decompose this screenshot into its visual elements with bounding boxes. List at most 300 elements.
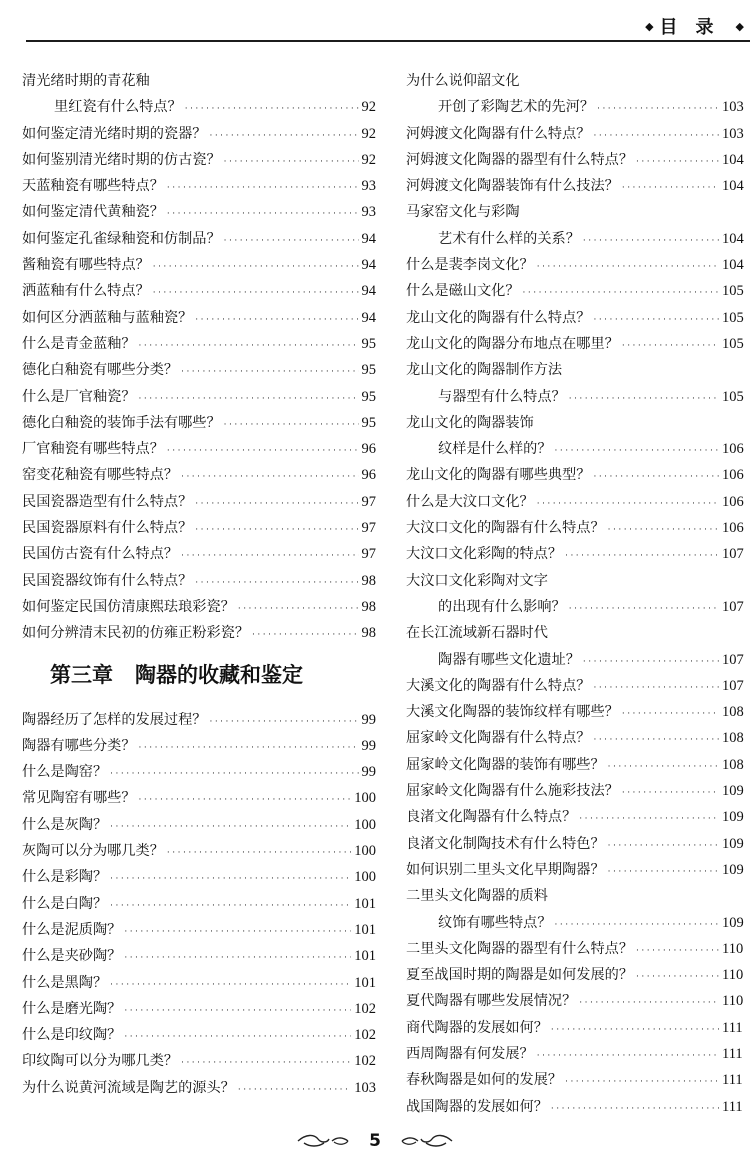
dot-leader xyxy=(139,333,359,359)
toc-entry-title: 纹样是什么样的？ xyxy=(438,441,552,458)
toc-entry-title: 屈家岭文化陶器的装饰有哪些？ xyxy=(406,756,605,773)
toc-entry-page: 97 xyxy=(361,493,376,510)
toc-entry-title: 什么是灰陶？ xyxy=(22,816,108,833)
dot-leader xyxy=(110,893,351,919)
toc-list-previous-chapter xyxy=(22,68,376,647)
dot-leader xyxy=(608,859,719,885)
toc-entry xyxy=(406,936,750,962)
toc-entry xyxy=(22,707,376,733)
toc-entry-page: 111 xyxy=(722,1019,743,1036)
toc-entry-page: 105 xyxy=(722,388,744,405)
toc-entry-title: 印纹陶可以分为哪几类？ xyxy=(22,1053,179,1070)
toc-entry xyxy=(22,1022,376,1048)
dot-leader xyxy=(622,780,719,806)
toc-entry-page: 94 xyxy=(361,230,376,247)
toc-entry-title: 河姆渡文化陶器的器型有什么特点？ xyxy=(406,151,634,168)
toc-entry xyxy=(406,489,750,515)
toc-entry-page: 110 xyxy=(722,940,744,957)
dot-leader xyxy=(181,359,358,385)
dot-leader xyxy=(523,280,719,306)
toc-entry xyxy=(22,996,376,1022)
toc-entry-title: 民国瓷器纹饰有什么特点？ xyxy=(22,572,193,589)
dot-leader xyxy=(608,833,719,859)
toc-entry-title: 什么是大汶口文化？ xyxy=(406,493,534,510)
dot-leader xyxy=(579,990,719,1016)
toc-entry xyxy=(22,785,376,811)
dot-leader xyxy=(608,517,719,543)
toc-entry-page: 102 xyxy=(354,1053,376,1070)
page-footer xyxy=(0,1130,750,1160)
toc-entry-title: 如何鉴定民国仿清康熙珐琅彩瓷？ xyxy=(22,598,235,615)
toc-entry-title: 夏代陶器有哪些发展情况？ xyxy=(406,993,577,1010)
toc-entry xyxy=(22,568,376,594)
toc-entry-page: 103 xyxy=(722,99,744,116)
dot-leader xyxy=(608,754,719,780)
toc-entry-page: 111 xyxy=(722,1098,743,1115)
toc-entry-page: 104 xyxy=(722,178,744,195)
dot-leader xyxy=(181,1050,351,1076)
dot-leader xyxy=(551,1017,719,1043)
toc-entry-page: 100 xyxy=(354,843,376,860)
dot-leader xyxy=(537,254,719,280)
dot-leader xyxy=(124,945,351,971)
toc-entry-page: 101 xyxy=(354,948,376,965)
toc-entry-title: 德化白釉瓷的装饰手法有哪些？ xyxy=(22,414,221,431)
toc-entry xyxy=(22,515,376,541)
dot-leader xyxy=(153,280,359,306)
toc-entry-page: 100 xyxy=(354,869,376,886)
dot-leader xyxy=(181,464,358,490)
dot-leader xyxy=(110,866,351,892)
toc-entry-title: 天蓝釉瓷有哪些特点？ xyxy=(22,178,164,195)
toc-entry-page: 92 xyxy=(361,125,376,142)
toc-entry-page: 94 xyxy=(361,257,376,274)
toc-entry xyxy=(22,252,376,278)
toc-entry-title: 在长江流域新石器时代 xyxy=(406,625,548,642)
toc-entry xyxy=(22,733,376,759)
toc-entry-title: 如何识别二里头文化早期陶器？ xyxy=(406,861,605,878)
toc-list-chapter-three xyxy=(22,707,376,1101)
toc-entry-page: 110 xyxy=(722,993,744,1010)
toc-entry xyxy=(406,462,750,488)
toc-entry-page: 98 xyxy=(361,625,376,642)
toc-entry-title: 陶器有哪些文化遗址？ xyxy=(438,651,580,668)
toc-entry xyxy=(406,883,750,909)
toc-entry-page: 101 xyxy=(354,921,376,938)
toc-entry-title: 如何鉴定清光绪时期的瓷器？ xyxy=(22,125,207,142)
dot-leader xyxy=(185,96,359,122)
dot-leader xyxy=(593,464,719,490)
dot-leader xyxy=(195,517,358,543)
toc-entry xyxy=(22,173,376,199)
toc-entry xyxy=(22,489,376,515)
toc-entry xyxy=(22,917,376,943)
toc-entry-title: 大汶口文化的陶器有什么特点？ xyxy=(406,520,605,537)
toc-entry xyxy=(406,515,750,541)
toc-entry xyxy=(22,891,376,917)
toc-entry xyxy=(22,305,376,331)
dot-leader xyxy=(551,1096,719,1120)
toc-entry-page: 95 xyxy=(361,335,376,352)
toc-entry xyxy=(22,278,376,304)
toc-entry-page: 99 xyxy=(361,711,376,728)
toc-entry xyxy=(406,752,750,778)
toc-entry-title: 商代陶器的发展如何？ xyxy=(406,1019,548,1036)
dot-leader xyxy=(139,386,359,412)
toc-entry xyxy=(22,462,376,488)
toc-entry-page: 105 xyxy=(722,309,744,326)
toc-entry xyxy=(406,620,750,646)
dot-leader xyxy=(593,727,719,753)
toc-entry xyxy=(406,673,750,699)
toc-entry-title: 龙山文化的陶器有什么特点？ xyxy=(406,309,591,326)
toc-entry-title: 什么是陶窑？ xyxy=(22,764,108,781)
dot-leader xyxy=(167,175,359,201)
dot-leader xyxy=(622,701,719,727)
dot-leader xyxy=(622,175,719,201)
toc-entry-title: 什么是裴李岗文化？ xyxy=(406,257,534,274)
toc-entry-page: 97 xyxy=(361,546,376,563)
toc-entry xyxy=(406,410,750,436)
toc-entry-page: 95 xyxy=(361,362,376,379)
toc-entry-page: 108 xyxy=(722,730,744,747)
toc-entry-title: 纹饰有哪些特点？ xyxy=(438,914,552,931)
toc-entry-page: 104 xyxy=(722,151,744,168)
page-header xyxy=(0,0,750,46)
toc-entry-title: 河姆渡文化陶器有什么特点？ xyxy=(406,125,591,142)
toc-entry xyxy=(22,331,376,357)
toc-entry-page: 98 xyxy=(361,598,376,615)
dot-leader xyxy=(167,438,359,464)
toc-entry-page: 92 xyxy=(361,151,376,168)
toc-entry-title: 厂官釉瓷有哪些特点？ xyxy=(22,441,164,458)
toc-entry-title: 龙山文化的陶器装饰 xyxy=(406,414,534,431)
toc-entry xyxy=(22,620,376,646)
toc-entry-page: 111 xyxy=(722,1072,743,1089)
toc-entry xyxy=(22,436,376,462)
toc-entry xyxy=(406,804,750,830)
dot-leader xyxy=(579,806,719,832)
dot-leader xyxy=(593,123,719,149)
toc-entry-page: 94 xyxy=(361,309,376,326)
dot-leader xyxy=(209,709,358,735)
dot-leader xyxy=(195,570,358,596)
toc-entry-page: 108 xyxy=(722,704,744,721)
toc-entry-page: 111 xyxy=(722,1045,743,1062)
toc-entry-page: 105 xyxy=(722,335,744,352)
toc-entry xyxy=(22,68,376,94)
toc-entry-title: 开创了彩陶艺术的先河？ xyxy=(438,99,595,116)
toc-entry-page: 96 xyxy=(361,441,376,458)
toc-entry-title: 酱釉瓷有哪些特点？ xyxy=(22,257,150,274)
toc-entry xyxy=(406,541,750,567)
dot-leader xyxy=(537,1043,719,1069)
dot-leader xyxy=(565,1069,719,1095)
toc-entry-page: 100 xyxy=(354,790,376,807)
toc-entry-title: 民国瓷器原料有什么特点？ xyxy=(22,520,193,537)
section-title-text: 目录 xyxy=(659,17,732,38)
toc-entry xyxy=(406,278,750,304)
dot-leader xyxy=(139,787,352,813)
toc-entry xyxy=(406,910,750,936)
dot-leader xyxy=(565,543,719,569)
dot-leader xyxy=(238,596,359,622)
dot-leader xyxy=(238,1077,351,1103)
dot-leader xyxy=(124,998,351,1024)
toc-entry-page: 109 xyxy=(722,835,744,852)
toc-entry-page: 105 xyxy=(722,283,744,300)
toc-entry xyxy=(406,831,750,857)
toc-entry-title: 如何鉴定清代黄釉瓷？ xyxy=(22,204,164,221)
dot-leader xyxy=(195,491,358,517)
dot-leader xyxy=(153,254,359,280)
toc-entry-page: 97 xyxy=(361,520,376,537)
dot-leader xyxy=(583,228,719,254)
dot-leader xyxy=(593,675,719,701)
toc-entry xyxy=(22,226,376,252)
toc-entry-page: 102 xyxy=(354,1027,376,1044)
toc-entry-title: 什么是磁山文化？ xyxy=(406,283,520,300)
toc-entry-title: 屈家岭文化陶器有什么施彩技法？ xyxy=(406,783,619,800)
toc-entry-page: 95 xyxy=(361,388,376,405)
toc-entry-title: 如何区分洒蓝釉与蓝釉瓷？ xyxy=(22,309,193,326)
toc-entry-title: 屈家岭文化陶器有什么特点？ xyxy=(406,730,591,747)
diamond-icon: ◆ xyxy=(735,20,746,33)
toc-entry-title: 为什么说仰韶文化 xyxy=(406,73,520,89)
toc-list-right xyxy=(406,68,750,1120)
toc-entry-page: 109 xyxy=(722,861,744,878)
toc-entry xyxy=(406,173,750,199)
toc-entry xyxy=(406,988,750,1014)
toc-entry-title: 与器型有什么特点？ xyxy=(438,388,566,405)
header-rule xyxy=(26,40,750,42)
toc-entry xyxy=(22,357,376,383)
toc-entry-title: 清光绪时期的青花釉 xyxy=(22,73,150,89)
dot-leader xyxy=(555,438,719,464)
toc-entry-title: 什么是白陶？ xyxy=(22,895,108,912)
toc-entry-title: 德化白釉瓷有哪些分类？ xyxy=(22,362,179,379)
diamond-icon: ◆ xyxy=(645,20,656,33)
toc-entry-page: 93 xyxy=(361,178,376,195)
toc-entry-page: 110 xyxy=(722,967,744,984)
toc-entry-title: 如何鉴定孔雀绿釉瓷和仿制品？ xyxy=(22,230,221,247)
dot-leader xyxy=(569,596,719,622)
toc-entry-title: 大溪文化的陶器有什么特点？ xyxy=(406,677,591,694)
toc-entry-title: 陶器有哪些分类？ xyxy=(22,737,136,754)
toc-entry xyxy=(22,199,376,225)
dot-leader xyxy=(583,649,719,675)
toc-entry-page: 103 xyxy=(722,125,744,142)
toc-entry-page: 95 xyxy=(361,414,376,431)
toc-entry-title: 什么是厂官釉瓷？ xyxy=(22,388,136,405)
toc-entry xyxy=(406,594,750,620)
toc-entry-page: 98 xyxy=(361,572,376,589)
toc-entry-title: 陶器经历了怎样的发展过程？ xyxy=(22,711,207,728)
toc-entry xyxy=(406,725,750,751)
toc-entry xyxy=(406,699,750,725)
dot-leader xyxy=(224,149,359,175)
toc-entry-page: 104 xyxy=(722,230,744,247)
dot-leader xyxy=(636,964,719,990)
toc-entry-page: 102 xyxy=(354,1000,376,1017)
toc-entry-title: 如何鉴别清光绪时期的仿古瓷？ xyxy=(22,151,221,168)
toc-entry xyxy=(406,252,750,278)
toc-entry-title: 民国瓷器造型有什么特点？ xyxy=(22,493,193,510)
dot-leader xyxy=(636,149,719,175)
toc-entry-page: 94 xyxy=(361,283,376,300)
toc-entry-page: 100 xyxy=(354,816,376,833)
dot-leader xyxy=(569,386,719,412)
toc-entry xyxy=(22,410,376,436)
dot-leader xyxy=(593,307,719,333)
toc-entry-page: 101 xyxy=(354,974,376,991)
toc-entry xyxy=(406,305,750,331)
toc-entry-title: 什么是彩陶？ xyxy=(22,869,108,886)
toc-entry-title: 什么是黑陶？ xyxy=(22,974,108,991)
toc-entry-page: 106 xyxy=(722,467,744,484)
toc-entry xyxy=(22,384,376,410)
toc-entry-page: 107 xyxy=(722,546,744,563)
dot-leader xyxy=(555,912,719,938)
toc-entry xyxy=(406,962,750,988)
toc-entry-title: 什么是磨光陶？ xyxy=(22,1000,122,1017)
page-number: 5 xyxy=(369,1130,381,1151)
toc-entry-title: 二里头文化陶器的器型有什么特点？ xyxy=(406,940,634,957)
dot-leader xyxy=(537,491,719,517)
toc-entry-title: 河姆渡文化陶器装饰有什么技法？ xyxy=(406,178,619,195)
toc-entry-title: 如何分辨清末民初的仿雍正粉彩瓷？ xyxy=(22,625,250,642)
toc-entry-title: 大汶口文化彩陶对文字 xyxy=(406,572,548,589)
toc-entry xyxy=(406,384,750,410)
chapter-title: 陶器的收藏和鉴定 xyxy=(135,662,303,687)
toc-entry xyxy=(22,970,376,996)
toc-entry-title: 常见陶窑有哪些？ xyxy=(22,790,136,807)
toc-entry-title: 艺术有什么样的关系？ xyxy=(438,230,580,247)
toc-entry-page: 109 xyxy=(722,914,744,931)
toc-entry xyxy=(22,94,376,120)
toc-entry-page: 99 xyxy=(361,737,376,754)
toc-entry-page: 107 xyxy=(722,651,744,668)
toc-entry-page: 106 xyxy=(722,493,744,510)
toc-entry xyxy=(22,812,376,838)
toc-entry xyxy=(406,1067,750,1093)
toc-entry xyxy=(22,594,376,620)
toc-entry-title: 什么是夹砂陶？ xyxy=(22,948,122,965)
toc-entry-title: 为什么说黄河流域是陶艺的源头？ xyxy=(22,1079,235,1096)
toc-entry-title: 什么是青金蓝釉？ xyxy=(22,335,136,352)
dot-leader xyxy=(195,307,358,333)
toc-entry xyxy=(406,199,750,225)
scroll-ornament-right-icon xyxy=(400,1133,454,1149)
toc-entry-page: 107 xyxy=(722,598,744,615)
toc-entry-title: 大溪文化陶器的装饰纹样有哪些？ xyxy=(406,704,619,721)
toc-entry-title: 洒蓝釉有什么特点？ xyxy=(22,283,150,300)
section-title xyxy=(641,13,750,39)
toc-left-column xyxy=(22,68,376,1101)
toc-entry-title: 什么是泥质陶？ xyxy=(22,921,122,938)
toc-entry xyxy=(22,147,376,173)
toc-entry xyxy=(406,226,750,252)
toc-entry-title: 民国仿古瓷有什么特点？ xyxy=(22,546,179,563)
toc-entry-page: 92 xyxy=(361,99,376,116)
toc-entry-page: 104 xyxy=(722,257,744,274)
toc-entry xyxy=(406,568,750,594)
toc-entry xyxy=(406,857,750,883)
dot-leader xyxy=(636,938,719,964)
toc-entry-title: 龙山文化的陶器分布地点在哪里？ xyxy=(406,335,619,352)
dot-leader xyxy=(124,919,351,945)
toc-entry xyxy=(22,121,376,147)
toc-entry xyxy=(406,436,750,462)
toc-entry-page: 101 xyxy=(354,895,376,912)
toc-entry xyxy=(406,94,750,120)
dot-leader xyxy=(224,412,359,438)
toc-entry-title: 西周陶器有何发展？ xyxy=(406,1045,534,1062)
toc-entry-page: 108 xyxy=(722,756,744,773)
toc-entry-title: 龙山文化的陶器制作方法 xyxy=(406,362,563,379)
toc-entry-title: 窑变花釉瓷有哪些特点？ xyxy=(22,467,179,484)
chapter-heading xyxy=(50,649,376,701)
toc-entry xyxy=(406,331,750,357)
toc-entry xyxy=(406,121,750,147)
toc-entry-title: 良渚文化制陶技术有什么特色？ xyxy=(406,835,605,852)
toc-entry-page: 99 xyxy=(361,764,376,781)
toc-entry-page: 107 xyxy=(722,677,744,694)
toc-entry-title: 龙山文化的陶器有哪些典型？ xyxy=(406,467,591,484)
toc-entry xyxy=(406,68,750,94)
toc-entry-page: 103 xyxy=(354,1079,376,1096)
toc-entry-title: 灰陶可以分为哪几类？ xyxy=(22,843,164,860)
toc-entry-title: 什么是印纹陶？ xyxy=(22,1027,122,1044)
toc-entry-title: 大汶口文化彩陶的特点？ xyxy=(406,546,563,563)
dot-leader xyxy=(110,972,351,998)
toc-entry-page: 109 xyxy=(722,809,744,826)
toc-entry-title: 夏至战国时期的陶器是如何发展的？ xyxy=(406,967,634,984)
scroll-ornament-left-icon xyxy=(296,1133,350,1149)
toc-entry xyxy=(406,1015,750,1041)
dot-leader xyxy=(622,333,719,359)
chapter-number: 第三章 xyxy=(50,662,113,687)
dot-leader xyxy=(209,123,358,149)
toc-entry xyxy=(406,357,750,383)
toc-entry-page: 109 xyxy=(722,783,744,800)
toc-entry xyxy=(406,147,750,173)
toc-right-column xyxy=(406,68,750,1120)
dot-leader xyxy=(110,761,358,787)
toc-entry-title: 战国陶器的发展如何？ xyxy=(406,1098,548,1115)
toc-entry xyxy=(22,864,376,890)
toc-entry xyxy=(22,1048,376,1074)
toc-entry xyxy=(406,778,750,804)
toc-entry xyxy=(22,943,376,969)
toc-entry xyxy=(406,647,750,673)
dot-leader xyxy=(110,814,351,840)
toc-entry-page: 96 xyxy=(361,467,376,484)
dot-leader xyxy=(252,622,358,648)
toc-entry xyxy=(22,759,376,785)
toc-entry xyxy=(406,1041,750,1067)
toc-entry-title: 马家窑文化与彩陶 xyxy=(406,204,520,221)
dot-leader xyxy=(224,228,359,254)
toc-entry xyxy=(406,1094,750,1120)
toc-entry-title: 春秋陶器是如何的发展？ xyxy=(406,1072,563,1089)
toc-entry-title: 二里头文化陶器的质料 xyxy=(406,888,548,905)
dot-leader xyxy=(167,840,351,866)
dot-leader xyxy=(139,735,359,761)
toc-entry xyxy=(22,838,376,864)
toc-entry xyxy=(22,541,376,567)
toc-entry-title: 里红瓷有什么特点？ xyxy=(54,99,182,116)
